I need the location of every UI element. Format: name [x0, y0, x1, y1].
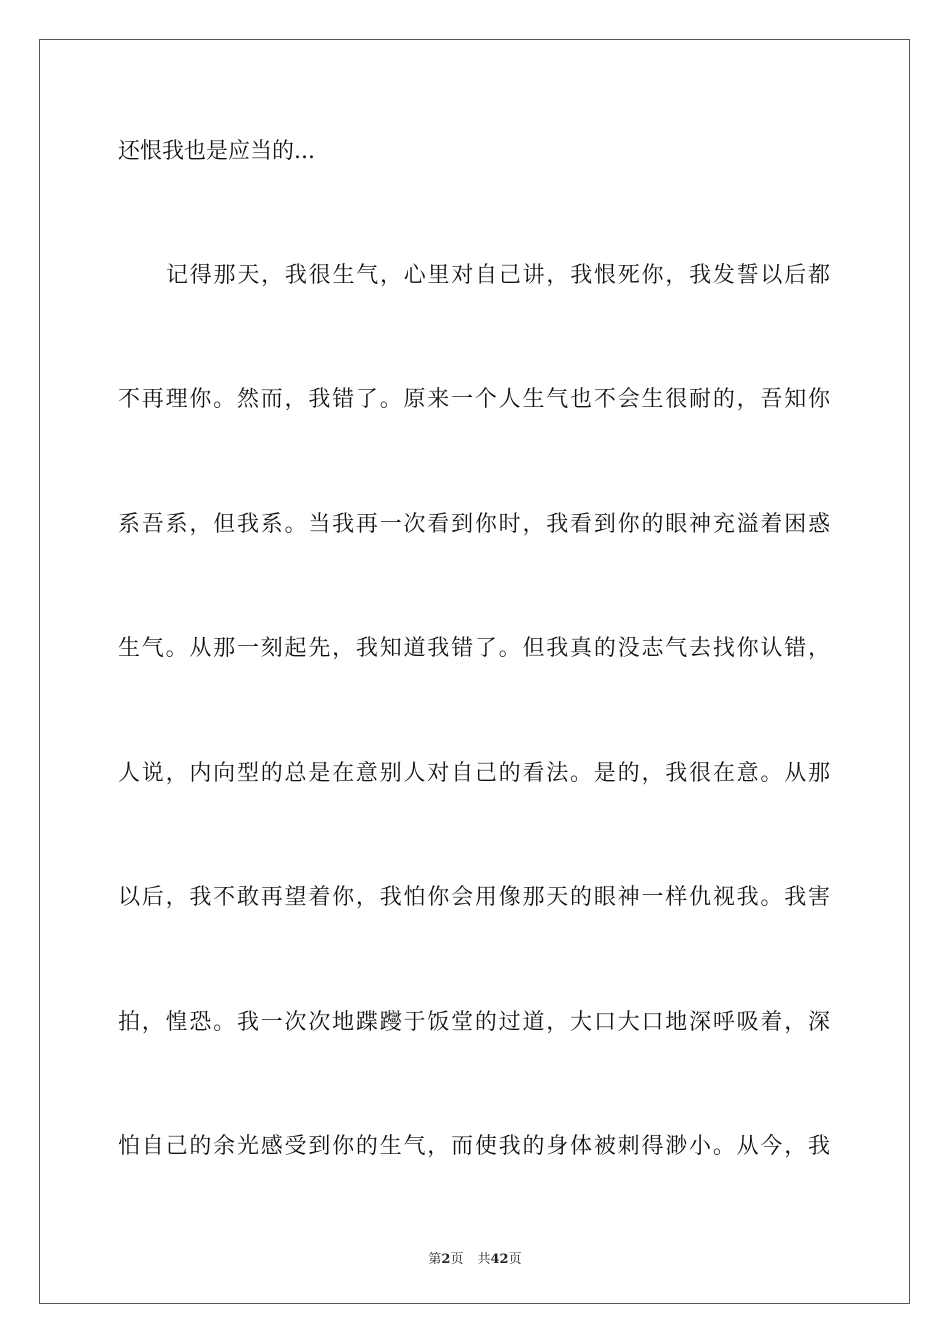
text-line-3: 不再理你。然而，我错了。原来一个人生气也不会生很耐的，吾知你: [118, 387, 830, 412]
text-line-1: 还恨我也是应当的...: [118, 139, 315, 164]
total-suffix: 页: [508, 1252, 522, 1267]
page-number: 2: [441, 1252, 451, 1267]
text-line-5: 生气。从那一刻起先，我知道我错了。但我真的没志气去找你认错，: [118, 636, 830, 661]
text-line-2: 记得那天，我很生气，心里对自己讲，我恨死你，我发誓以后都: [166, 263, 830, 288]
text-line-6: 人说，内向型的总是在意别人对自己的看法。是的，我很在意。从那: [118, 761, 830, 786]
text-line-8: 拍，惶恐。我一次次地蹀躞于饭堂的过道，大口大口地深呼吸着，深: [118, 1010, 830, 1035]
total-prefix: 共: [477, 1252, 491, 1267]
total-pages: 42: [490, 1252, 509, 1267]
page-suffix: 页: [450, 1252, 464, 1267]
page-footer: [0, 1248, 950, 1267]
page-prefix: 第: [428, 1252, 442, 1267]
text-line-9: 怕自己的余光感受到你的生气，而使我的身体被刺得渺小。从今，我: [118, 1134, 830, 1159]
text-line-4: 系吾系，但我系。当我再一次看到你时，我看到你的眼神充溢着困惑: [118, 512, 830, 537]
page-border: [39, 39, 910, 1304]
text-line-7: 以后，我不敢再望着你，我怕你会用像那天的眼神一样仇视我。我害: [118, 885, 830, 910]
